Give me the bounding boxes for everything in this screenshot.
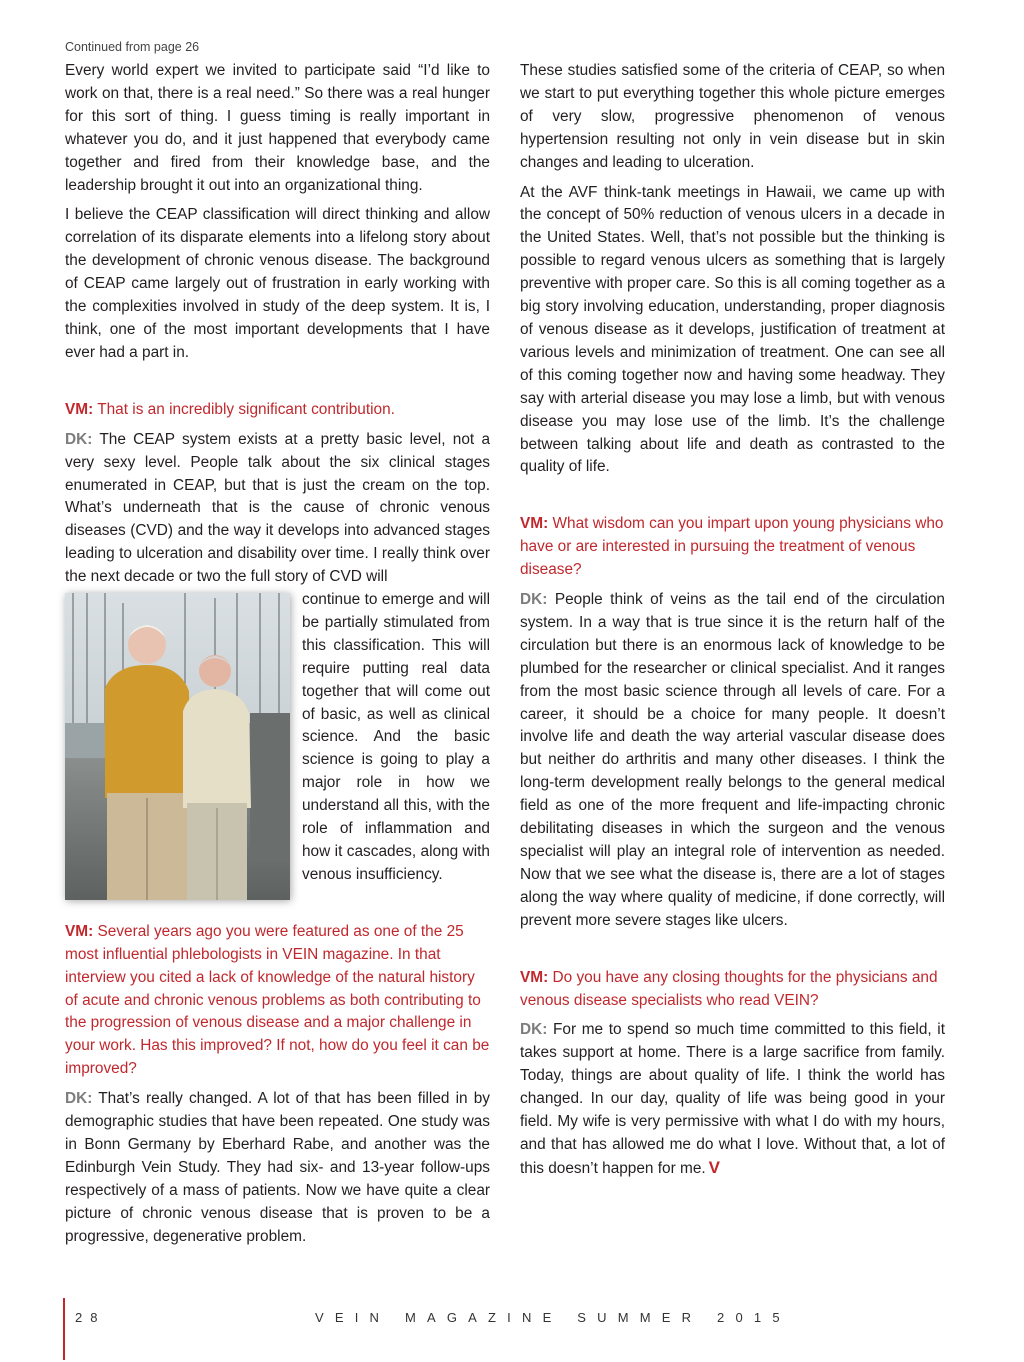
question-text: What wisdom can you impart upon young physicians who have or are interested in pursuing the treatment of venous disease?	[520, 515, 944, 579]
answer-3	[520, 589, 945, 933]
answer-tag: DK:	[520, 591, 548, 609]
photo-image	[65, 593, 290, 900]
answer-text: That’s really changed. A lot of that has been filled in by demographic studies that have been repeated. One study was in Bonn Germany by Eberhard Rabe, and another was the Edinburgh Vein Study. They had six- and 13-year follow-ups respectively of a mass of patients. Now we have quite a clear picture of chronic venous disease that is proven to be a progressive, degenerative problem.	[65, 1090, 491, 1245]
photo-two-men-harbor	[65, 593, 290, 900]
answer-1-wrapped-text: continue to emerge and will be partially stimulated from this classification. This will require putting real data together that will come out of basic, as well as clinical science. And the basic science is going to play a major role in how we understand all this, with the role of inflammation and how it cascades, along with venous insufficiency.	[302, 591, 490, 883]
answer-tag: DK:	[520, 1021, 548, 1039]
continued-from-label: Continued from page 26	[65, 40, 200, 54]
question-3	[520, 513, 945, 582]
end-of-article-mark: V	[708, 1157, 721, 1177]
question-tag: VM:	[520, 515, 549, 533]
left-paragraph-1: Every world expert we invited to participate said “I’d like to work on that, there is a real need.” So there was a real hunger for this sort of thing. I guess timing is really important in whatever you do, and it just happened that everybody came together and fired from their knowledge base, and the leadership brought it out into an organizational thing.	[65, 62, 490, 194]
question-2	[65, 921, 490, 1081]
left-paragraph-2: I believe the CEAP classification will direct thinking and allow correlation of its disparate elements into a lifelong story about the development of chronic venous disease. The background of CEAP came largely out of frustration in early working with the complexities involved in study of the deep system. It is, I think, one of the most important developments that I have ever had a part in.	[65, 206, 490, 361]
answer-text: The CEAP system exists at a pretty basic level, not a very sexy level. People talk about the six clinical stages enumerated in CEAP, but that is just the cream on the top. What’s underneath that is the cause of chronic venous diseases (CVD) and the way it develops into advanced stages leading to ulceration and disability over time. I really think over the next decade or two the full story of CVD will	[65, 430, 490, 586]
right-paragraph-1: These studies satisfied some of the criteria of CEAP, so when we start to put everything together this whole picture emerges of very slow, progressive phenomenon of venous hypertension resulting not only in vein disease but in skin changes and leading to ulceration.	[520, 62, 945, 171]
question-tag: VM:	[520, 968, 549, 986]
answer-4	[520, 1019, 945, 1180]
footer-accent-rule	[63, 1298, 65, 1360]
question-text: Do you have any closing thoughts for the physicians and venous disease specialists who read VEIN?	[520, 968, 938, 1009]
page-number: 28	[75, 1310, 106, 1325]
answer-tag: DK:	[65, 1090, 93, 1108]
answer-1-with-photo	[65, 589, 490, 887]
answer-text: For me to spend so much time committed to this field, it takes support at home. There is a large sacrifice from family. Today, things are about quality of life. I think the world has changed. In our day, quality of life was being good in your field. My wife is very permissive with what I do with my hours, and that has allowed me do what I love. Without that, a lot of this doesn’t happen for me.	[520, 1021, 945, 1177]
question-tag: VM:	[65, 922, 94, 940]
question-1	[65, 399, 490, 422]
footer-publication-title: VEIN MAGAZINE SUMMER 2015	[315, 1310, 791, 1325]
left-column	[65, 60, 490, 1256]
right-column	[520, 60, 945, 1188]
answer-text: People think of veins as the tail end of the circulation system. In a way that is true since it is the return half of the circulation but there is an enormous lack of knowledge to be plumbed for the researcher or clinical specialist. And it ranges from the most basic science through all levels of care. For a career, it should be a choice for many people. It doesn’t involve life and death the way arterial vascular disease does but neither do arthritis and many other diseases. I think the long-term development really belongs to the general medical field as one of the more frequent and life-impacting chronic debilitating diseases in which the surgeon and the venous specialist will play an integral role of intervention as needed. Now that we see what the disease is, there are a lot of stages along the way where quality of medicine, if done correctly, will prevent more severe stages like ulcers.	[520, 591, 945, 929]
question-tag: VM:	[65, 400, 94, 418]
right-paragraph-2: At the AVF think-tank meetings in Hawaii, we came up with the concept of 50% reduction of venous ulcers in a decade in the United States. Well, that’s not possible but the thinking is possible to regard venous ulcers as something that is largely preventive with proper care. So this is all coming together as a big story involving education, understanding, proper diagnosis of venous disease as it develops, justification of treatment at various levels and minimization of treatment. One can see all of this coming together now and having some headway. They say with arterial disease you may lose a limb, but with venous disease you may lose use of the limb. It’s the challenge between talking about life and death as contrasted to the quality of life.	[520, 183, 945, 476]
answer-1-top	[65, 429, 490, 589]
answer-tag: DK:	[65, 430, 93, 448]
answer-2	[65, 1088, 490, 1248]
question-4	[520, 967, 945, 1013]
question-text: Several years ago you were featured as one of the 25 most influential phlebologists in VEIN magazine. In that interview you cited a lack of knowledge of the natural history of acute and chronic venous problems as both contributing to the progression of venous disease and a major challenge in your work. Has this improved? If not, how do you feel it can be improved?	[65, 922, 490, 1078]
question-text: That is an incredibly significant contribution.	[97, 400, 395, 418]
